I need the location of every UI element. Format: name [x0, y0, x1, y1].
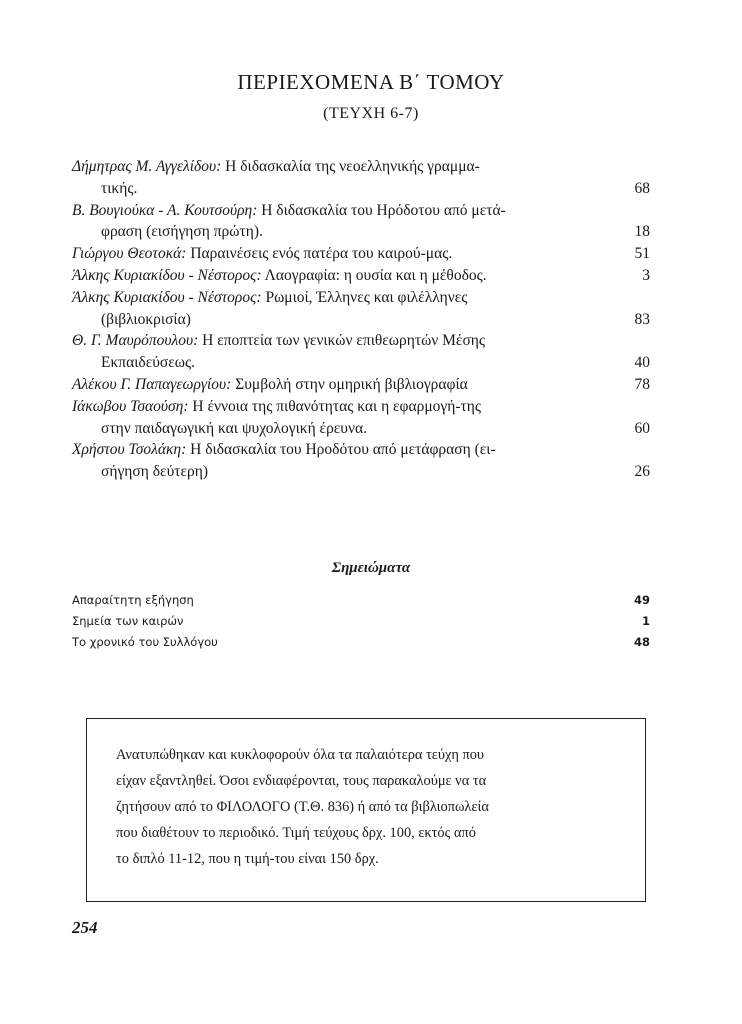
toc-author: Άλκης Κυριακίδου - Νέστορος:	[72, 288, 262, 306]
note-item	[72, 590, 650, 611]
toc-entry	[72, 243, 650, 265]
toc-entry	[72, 439, 650, 483]
toc-page-number: 68	[634, 179, 650, 197]
toc-entry	[72, 156, 650, 200]
note-item	[72, 632, 650, 653]
toc-author: Ιάκωβου Τσαούση:	[72, 397, 189, 415]
toc-title-continued: (βιβλιοκρισία)	[101, 310, 191, 328]
toc-title: Η διδασκαλία του Ηροδότου από μετάφραση (ει-	[186, 441, 496, 459]
toc-author: Χρήστου Τσολάκη:	[72, 441, 187, 459]
toc-entry	[72, 200, 650, 244]
toc-title-continued: στην παιδαγωγική και ψυχολογική έρευνα.	[101, 419, 367, 437]
toc-title: Λαογραφία: η ουσία και η μέθοδος.	[261, 266, 487, 284]
toc-title: Η έννοια της πιθανότητας και η εφαρμογή-της	[188, 397, 482, 415]
notice-line: ζητήσουν από το ΦΙΛΟΛΟΓΟ (Τ.Θ. 836) ή από τα βιβλιοπωλεία	[116, 799, 489, 815]
reprint-notice-box	[86, 718, 646, 902]
note-item	[72, 611, 650, 632]
toc-title-continued: Εκπαιδεύσεως.	[101, 354, 195, 372]
toc-page-number: 40	[634, 354, 650, 372]
toc-author: Θ. Γ. Μαυρόπουλου:	[72, 332, 199, 350]
toc-title: Η διδασκαλία της νεοελληνικής γραμμα-	[221, 158, 480, 175]
toc-entry	[72, 265, 650, 287]
notice-line: το διπλό 11-12, που η τιμή-του είναι 150 δρχ.	[116, 851, 379, 867]
note-page-number: 1	[641, 614, 650, 628]
toc-page-number: 3	[642, 266, 650, 284]
toc-author: Δήμητρας Μ. Αγγελίδου:	[72, 158, 222, 175]
notes-list	[72, 590, 650, 653]
toc-title-continued: τικής.	[101, 179, 138, 197]
notice-line: Ανατυπώθηκαν και κυκλοφορούν όλα τα παλαιότερα τεύχη που	[116, 747, 485, 763]
toc-author: Γιώργου Θεοτοκά:	[72, 245, 187, 263]
toc-author: Άλκης Κυριακίδου - Νέστορος:	[72, 266, 262, 284]
toc-author: Αλέκου Γ. Παπαγεωργίου:	[72, 375, 232, 393]
toc-page-number: 60	[634, 419, 650, 437]
notice-line: είχαν εξαντληθεί. Όσοι ενδιαφέρονται, τους παρακαλούμε να τα	[116, 773, 487, 789]
toc-entry	[72, 287, 650, 331]
note-label: Απαραίτητη εξήγηση	[72, 593, 194, 607]
toc-title: Η διδασκαλία του Ηρόδοτου από μετά-	[257, 201, 506, 219]
toc-title: Η εποπτεία των γενικών επιθεωρητών Μέσης	[198, 332, 486, 350]
toc-page-number: 51	[634, 245, 650, 263]
toc-author: Β. Βουγιούκα - Α. Κουτσούρη:	[72, 201, 258, 219]
notes-heading: Σημειώματα	[331, 560, 411, 576]
page-subtitle: (ΤΕΥΧΗ 6-7)	[323, 105, 419, 122]
toc-title-continued: φραση (εισήγηση πρώτη).	[101, 223, 263, 241]
toc-entry	[72, 396, 650, 440]
table-of-contents	[72, 156, 650, 483]
note-page-number: 49	[633, 593, 650, 607]
notice-line: που διαθέτουν το περιοδικό. Τιμή τεύχους δρχ. 100, εκτός από	[116, 825, 476, 841]
toc-title-continued: σήγηση δεύτερη)	[101, 463, 208, 481]
toc-page-number: 18	[634, 223, 650, 241]
page-number: 254	[72, 918, 98, 937]
toc-title: Συμβολή στην ομηρική βιβλιογραφία	[231, 375, 468, 393]
toc-title: Παραινέσεις ενός πατέρα του καιρού-μας.	[186, 245, 453, 263]
page-title: ΠΕΡΙΕΧΟΜΕΝΑ Β΄ ΤΟΜΟΥ	[237, 70, 505, 94]
toc-page-number: 83	[634, 310, 650, 328]
toc-title: Ρωμιοί, Έλληνες και φιλέλληνες	[261, 288, 468, 306]
note-page-number: 48	[633, 635, 650, 649]
toc-page-number: 78	[634, 375, 650, 393]
toc-entry	[72, 374, 650, 396]
toc-page-number: 26	[634, 463, 650, 481]
note-label: Σημεία των καιρών	[72, 614, 184, 628]
toc-entry	[72, 330, 650, 374]
note-label: Το χρονικό του Συλλόγου	[72, 635, 218, 649]
